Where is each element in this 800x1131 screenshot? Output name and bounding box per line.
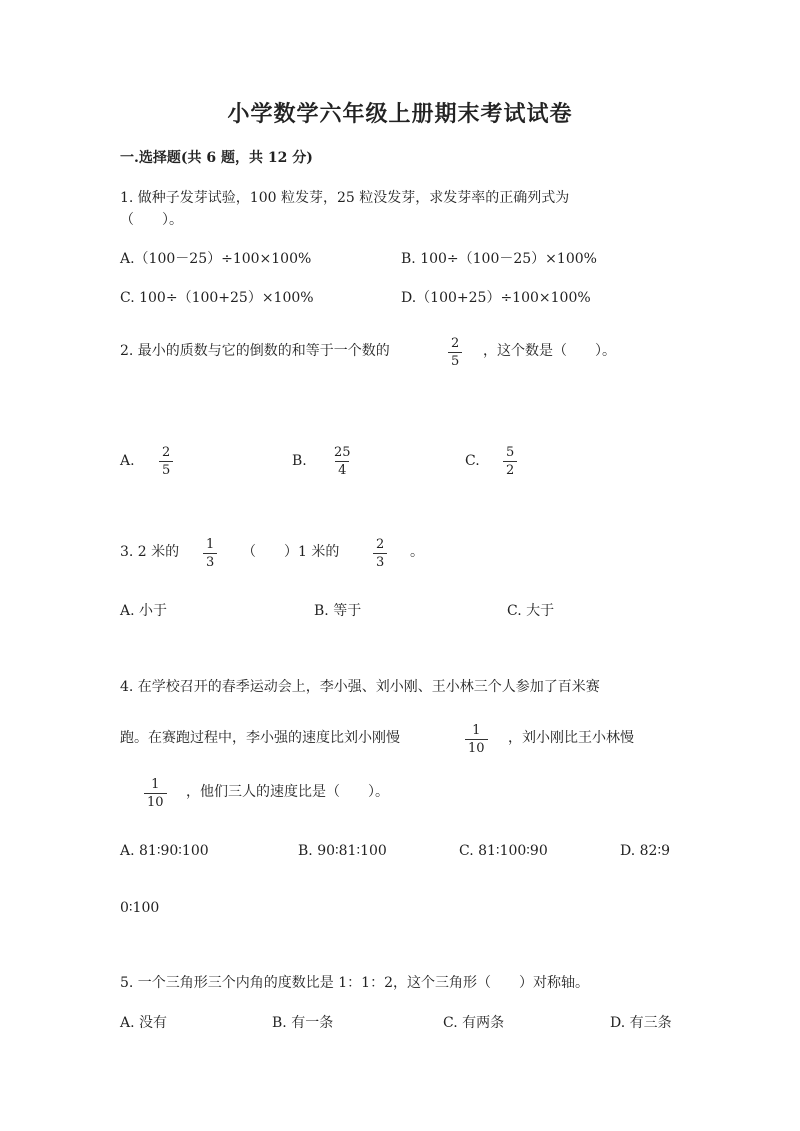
q3-stem-part2: （ ）1 米的 bbox=[242, 544, 340, 560]
section-heading: 一.选择题(共 6 题，共 12 分) bbox=[120, 150, 313, 166]
q3-stem-part1: 3. 2 米的 bbox=[120, 544, 180, 560]
q3-fraction-2-denominator: 3 bbox=[373, 553, 387, 569]
q2-option-a-label: A. bbox=[120, 453, 135, 469]
q4-stem-line2-before: 跑。在赛跑过程中，李小强的速度比刘小刚慢 bbox=[120, 730, 400, 746]
q2-stem-fraction-numerator: 2 bbox=[451, 336, 460, 351]
q4-stem-line3: ，他们三人的速度比是（ ）。 bbox=[186, 784, 389, 800]
q3-option-b: B. 等于 bbox=[314, 603, 362, 619]
q2-option-c-numerator: 5 bbox=[506, 445, 515, 460]
q2-stem-fraction-denominator: 5 bbox=[448, 352, 462, 368]
q3-option-a: A. 小于 bbox=[120, 603, 168, 619]
q2-option-a-fraction bbox=[159, 446, 173, 477]
q4-fraction-1-denominator: 10 bbox=[465, 739, 488, 755]
q3-option-c: C. 大于 bbox=[507, 603, 555, 619]
q4-option-a: A. 81∶90∶100 bbox=[120, 843, 209, 859]
q4-fraction-2-denominator: 10 bbox=[144, 793, 167, 809]
page-title: 小学数学六年级上册期末考试试卷 bbox=[227, 101, 573, 127]
q5-option-a: A. 没有 bbox=[120, 1015, 168, 1031]
q4-fraction-2-numerator: 1 bbox=[151, 777, 160, 792]
q2-stem-fraction bbox=[448, 337, 462, 368]
q1-option-c: C. 100÷（100+25）×100% bbox=[120, 290, 314, 306]
q2-stem-before: 2. 最小的质数与它的倒数的和等于一个数的 bbox=[120, 343, 390, 359]
q4-stem-line1: 4. 在学校召开的春季运动会上，李小强、刘小刚、王小林三个人参加了百米赛 bbox=[120, 679, 600, 695]
q3-fraction-1-numerator: 1 bbox=[206, 537, 215, 552]
q3-fraction-1-denominator: 3 bbox=[203, 553, 217, 569]
q1-option-a: A.（100－25）÷100×100% bbox=[120, 251, 312, 267]
q2-stem-after: ，这个数是（ ）。 bbox=[483, 343, 616, 359]
q4-option-d: D. 82∶9 bbox=[620, 843, 670, 859]
q2-option-c-fraction bbox=[503, 446, 517, 477]
q3-fraction-1 bbox=[203, 538, 217, 569]
q2-option-a-numerator: 2 bbox=[162, 445, 171, 460]
q4-fraction-2 bbox=[144, 778, 167, 809]
q2-option-c-label: C. bbox=[465, 453, 480, 469]
q3-stem-part3: 。 bbox=[410, 544, 424, 560]
q4-fraction-1-numerator: 1 bbox=[472, 723, 481, 738]
q5-option-b: B. 有一条 bbox=[272, 1015, 334, 1031]
q2-option-b-label: B. bbox=[292, 453, 307, 469]
q1-stem-line1: 1. 做种子发芽试验，100 粒发芽，25 粒没发芽，求发芽率的正确列式为 bbox=[120, 190, 570, 206]
q5-option-d: D. 有三条 bbox=[610, 1015, 672, 1031]
q4-option-d-wrap: 0∶100 bbox=[120, 900, 160, 916]
q5-stem: 5. 一个三角形三个内角的度数比是 1：1：2，这个三角形（ ）对称轴。 bbox=[120, 975, 589, 991]
q4-option-c: C. 81∶100∶90 bbox=[459, 843, 548, 859]
q2-option-b-numerator: 25 bbox=[334, 445, 351, 460]
q2-option-b-fraction bbox=[331, 446, 354, 477]
q2-option-c-denominator: 2 bbox=[503, 461, 517, 477]
q1-stem-line2: （ ）。 bbox=[120, 212, 183, 228]
q4-stem-line2-after: ，刘小刚比王小林慢 bbox=[508, 730, 634, 746]
q2-option-b-denominator: 4 bbox=[335, 461, 349, 477]
q5-option-c: C. 有两条 bbox=[443, 1015, 505, 1031]
q4-fraction-1 bbox=[465, 724, 488, 755]
q1-option-d: D.（100+25）÷100×100% bbox=[401, 290, 591, 306]
q3-fraction-2-numerator: 2 bbox=[376, 537, 385, 552]
q1-option-b: B. 100÷（100－25）×100% bbox=[401, 251, 597, 267]
q3-fraction-2 bbox=[373, 538, 387, 569]
q2-option-a-denominator: 5 bbox=[159, 461, 173, 477]
q4-option-b: B. 90∶81∶100 bbox=[298, 843, 387, 859]
